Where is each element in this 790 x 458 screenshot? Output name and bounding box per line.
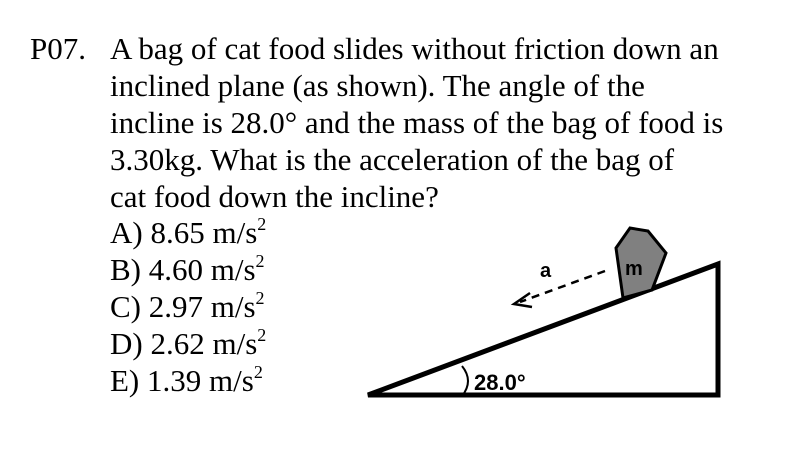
acceleration-label: a: [540, 260, 552, 282]
choice-exponent: 2: [255, 288, 265, 308]
choice-letter: C): [110, 289, 141, 324]
choice-letter: D): [110, 326, 143, 361]
choice-value: 4.60 m/s: [148, 252, 256, 287]
choice-value: 2.97 m/s: [148, 289, 256, 324]
choice-value: 1.39 m/s: [147, 363, 254, 398]
incline-triangle: [368, 264, 718, 395]
angle-label: 28.0°: [474, 370, 526, 395]
choice-value: 2.62 m/s: [150, 326, 258, 361]
choice-letter: B): [110, 252, 141, 287]
choice-letter: A): [110, 215, 143, 250]
choice-exponent: 2: [257, 214, 267, 234]
question-line: incline is 28.0° and the mass of the bag of food is: [110, 105, 724, 140]
question-line: cat food down the incline?: [110, 179, 439, 214]
mass-label: m: [625, 258, 643, 280]
question-line: A bag of cat food slides without friction down an: [110, 31, 719, 66]
acceleration-arrow-shaft: [520, 271, 605, 302]
question-line: 3.30kg. What is the acceleration of the bag of: [110, 142, 675, 177]
question-number: P07.: [30, 31, 86, 66]
choice-exponent: 2: [253, 362, 263, 382]
choice-letter: E): [110, 363, 140, 398]
question-line: inclined plane (as shown). The angle of the: [110, 68, 645, 103]
choice-exponent: 2: [255, 251, 265, 271]
choice-value: 8.65 m/s: [150, 215, 258, 250]
choice-exponent: 2: [257, 325, 267, 345]
